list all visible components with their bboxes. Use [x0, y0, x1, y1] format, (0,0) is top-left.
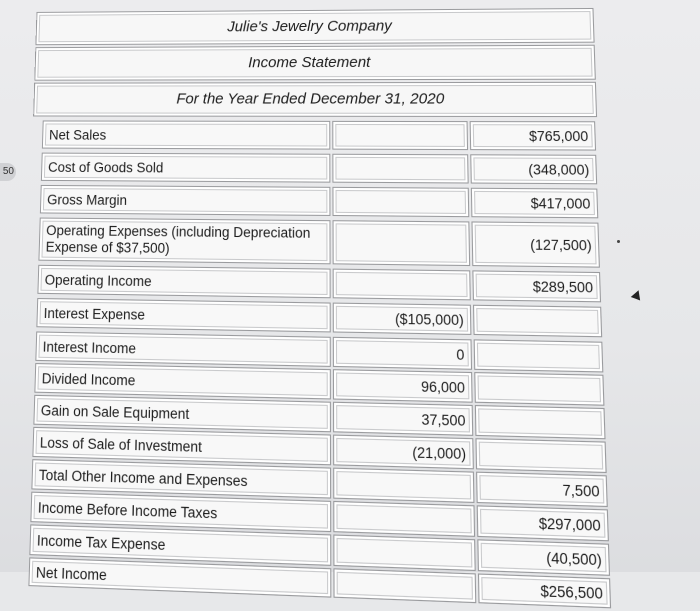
row-mid-value[interactable]: ($105,000) — [333, 303, 472, 335]
row-right-value[interactable]: 7,500 — [476, 472, 608, 507]
row-label[interactable]: Interest Income — [35, 331, 330, 366]
row-label[interactable]: Net Income — [28, 557, 331, 597]
table-row — [37, 265, 601, 303]
company-name: Julie's Jewelry Company — [227, 17, 392, 36]
row-right-value[interactable]: (40,500) — [477, 539, 610, 576]
table-row — [38, 218, 599, 268]
row-right-value[interactable] — [474, 339, 604, 372]
row-label[interactable]: Income Tax Expense — [29, 524, 331, 566]
row-label[interactable]: Gross Margin — [40, 185, 331, 216]
row-right-value[interactable] — [474, 372, 604, 406]
row-mid-value[interactable] — [332, 187, 469, 217]
row-mid-value[interactable] — [333, 501, 475, 537]
row-right-value[interactable]: $289,500 — [472, 270, 601, 302]
row-mid-value[interactable]: 37,500 — [333, 402, 473, 436]
statement-title: Income Statement — [248, 53, 371, 72]
income-statement-sheet — [18, 6, 616, 611]
row-right-value[interactable]: $256,500 — [478, 573, 611, 608]
row-label[interactable]: Operating Expenses (including Depreciation Expense of $37,500) — [38, 218, 330, 265]
row-right-value[interactable]: $765,000 — [470, 121, 596, 150]
row-mid-value[interactable] — [333, 568, 476, 603]
row-mid-value[interactable] — [333, 220, 471, 266]
row-right-value[interactable] — [475, 405, 606, 439]
row-right-value[interactable]: (348,000) — [470, 154, 597, 184]
table-row — [42, 120, 596, 150]
pen-dot-mark — [617, 240, 620, 243]
row-right-value[interactable]: $417,000 — [471, 188, 598, 219]
row-label[interactable]: Total Other Income and Expenses — [31, 459, 331, 498]
table-row — [40, 185, 598, 218]
row-label[interactable]: Cost of Goods Sold — [41, 153, 331, 183]
side-tab: 50 — [0, 163, 16, 181]
row-label[interactable]: Loss of Sale of Investment — [32, 427, 331, 465]
row-label[interactable]: Net Sales — [42, 120, 330, 149]
row-right-value[interactable]: (127,500) — [471, 221, 599, 267]
row-mid-value[interactable]: 0 — [333, 337, 472, 370]
row-mid-value[interactable] — [333, 534, 475, 571]
row-mid-value[interactable] — [333, 468, 474, 503]
row-mid-value[interactable] — [333, 269, 471, 301]
row-mid-value[interactable]: 96,000 — [333, 369, 473, 403]
row-mid-value[interactable] — [332, 121, 468, 150]
row-label[interactable]: Income Before Income Taxes — [30, 492, 331, 533]
row-right-value[interactable]: $297,000 — [477, 505, 609, 541]
table-row — [36, 298, 602, 337]
row-mid-value[interactable]: (21,000) — [333, 435, 474, 470]
period-cell — [33, 82, 597, 117]
company-name-cell — [35, 8, 594, 45]
statement-title-cell — [34, 45, 596, 81]
row-right-value[interactable] — [473, 305, 602, 338]
row-label[interactable]: Interest Expense — [36, 298, 330, 332]
row-label[interactable]: Gain on Sale Equipment — [33, 395, 331, 432]
table-row — [41, 153, 597, 185]
row-label[interactable]: Operating Income — [37, 265, 330, 298]
row-right-value[interactable] — [475, 438, 606, 473]
period-text: For the Year Ended December 31, 2020 — [176, 90, 445, 108]
row-label[interactable]: Divided Income — [34, 363, 331, 399]
row-mid-value[interactable] — [332, 154, 468, 184]
